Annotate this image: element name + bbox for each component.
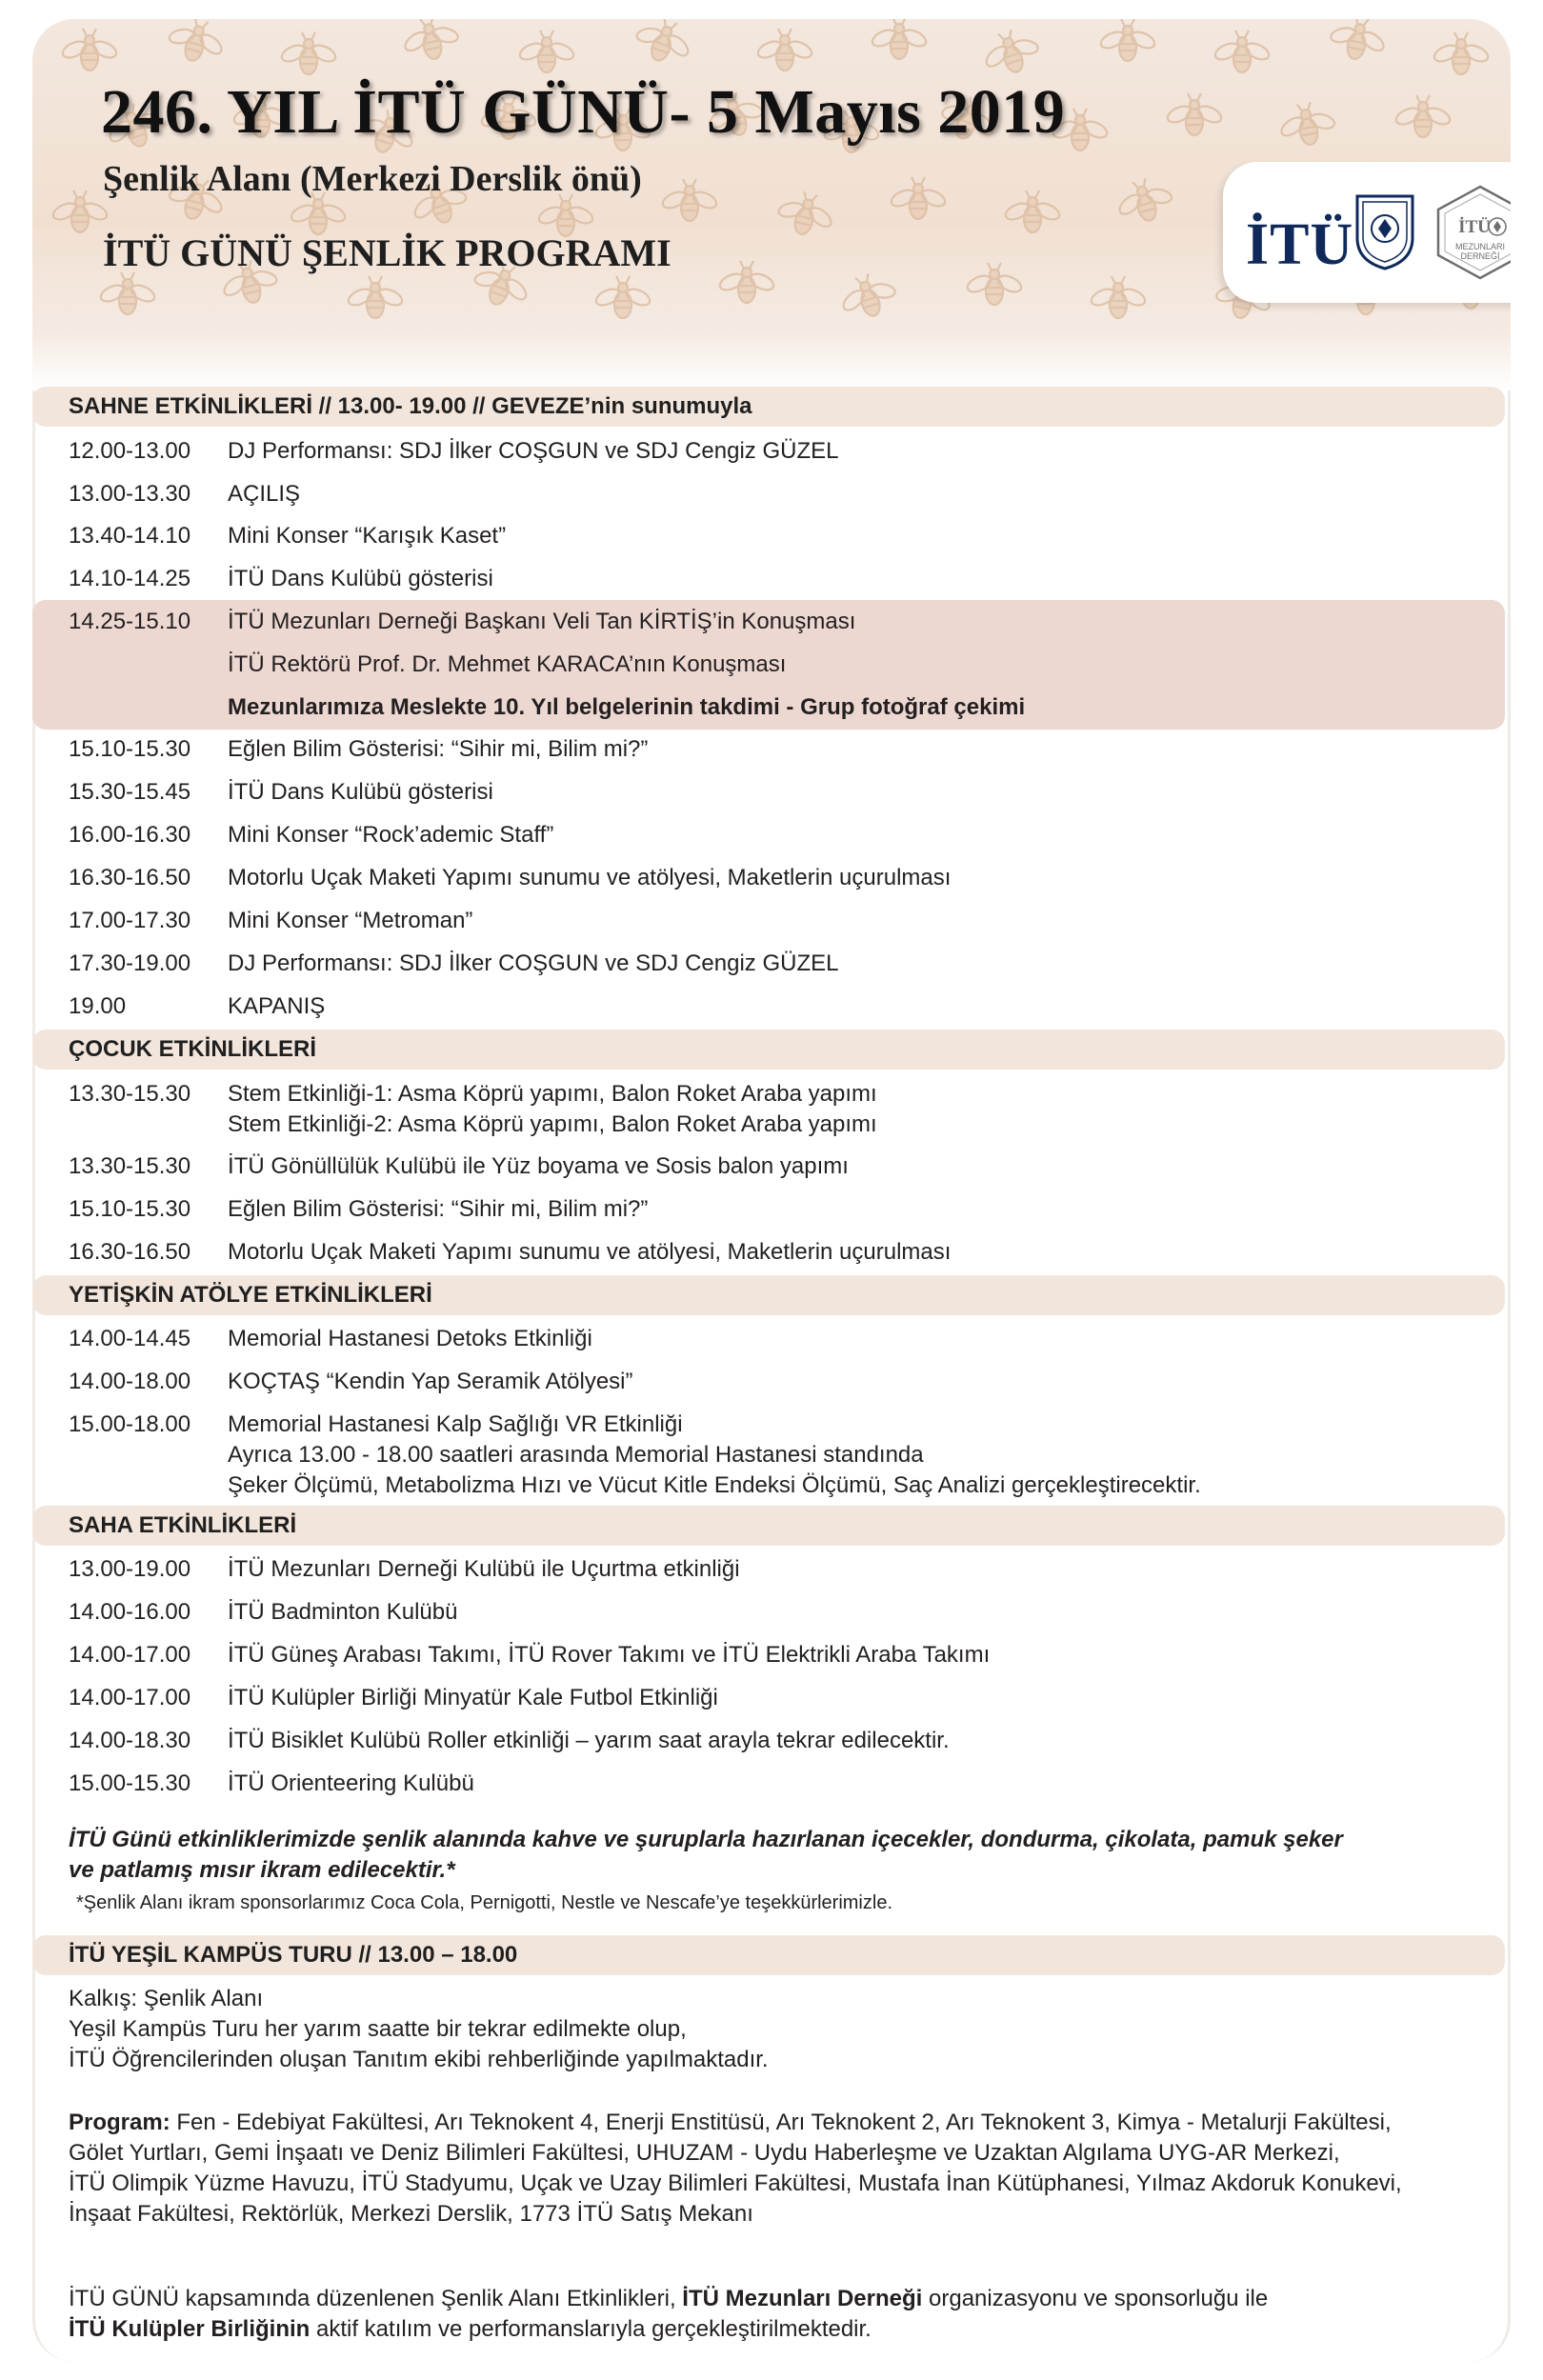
refreshments-note: İTÜ Günü etkinliklerimizde şenlik alanında kahve ve şuruplarla hazırlanan içecekler, dondurma, çikolata, pamuk şeker ve patlamış mısır ikram edilecektir.* [69, 1827, 1343, 1883]
hex-logo-text: İTÜ [1458, 217, 1491, 237]
hex-logo-sub1: MEZUNLARI [1454, 242, 1506, 251]
section-sahne-heading: SAHNE ETKİNLİKLERİ // 13.00- 19.00 // GEVEZE’nin sunumuyla [32, 387, 1505, 427]
campus-tour-info: Kalkış: Şenlik Alanı Yeşil Kampüs Turu her yarım saatte bir tekrar edilmekte olup, İTÜ Öğrencilerinden oluşan Tanıtım ekibi rehberliğinde yapılmaktadır. [69, 1986, 769, 2072]
section-saha-heading: SAHA ETKİNLİKLERİ [32, 1506, 1505, 1546]
hex-logo-sub2: DERNEĞİ [1460, 251, 1500, 261]
campus-tour-program: Program: Fen - Edebiyat Fakültesi, Arı Teknokent 4, Enerji Enstitüsü, Arı Teknokent 2, Arı Teknokent 3, Kimya - Metalurji Fakültesi, Gölet Yurtları, Gemi İnşaatı ve Deniz Bilimleri Fakültesi, UHUZAM - Uydu Haberleşme ve Uzaktan Algılama UYG-AR Merkezi, İTÜ Olimpik Yüzme Havuzu, İTÜ Stadyumu, Uçak ve Uzay Bilimleri Fakültesi, Mustafa İnan Kütüphanesi, Yılmaz Akdoruk Konukevi, İnşaat Fakültesi, Rektörlük, Merkezi Derslik, 1773 İTÜ Satış Mekanı [69, 2110, 1402, 2227]
itu-wordmark-logo: İTÜ [1246, 212, 1354, 277]
section-cocuk-heading: ÇOCUK ETKİNLİKLERİ [32, 1030, 1505, 1070]
sponsor-footnote: *Şenlik Alanı ikram sponsorlarımız Coca Cola, Pernigotti, Nestle ve Nescafe’ye teşekkürlerimizle. [76, 1892, 893, 1913]
page-title: 246. YIL İTÜ GÜNÜ- 5 Mayıs 2019 [101, 77, 1066, 147]
footer-credits: İTÜ GÜNÜ kapsamında düzenlenen Şenlik Alanı Etkinlikleri, İTÜ Mezunları Derneği organizasyonu ve sponsorluğu ile İTÜ Kulüpler Birliğinin aktif katılım ve performanslarıyla gerçekleştirilmektedir. [69, 2286, 1269, 2342]
section-kampus-heading: İTÜ YEŞİL KAMPÜS TURU // 13.00 – 18.00 [32, 1935, 1505, 1975]
program-title: İTÜ GÜNÜ ŞENLİK PROGRAMI [103, 231, 671, 274]
location-subtitle: Şenlik Alanı (Merkezi Derslik önü) [103, 159, 642, 199]
section-yetiskin-heading: YETİŞKİN ATÖLYE ETKİNLİKLERİ [32, 1275, 1505, 1315]
